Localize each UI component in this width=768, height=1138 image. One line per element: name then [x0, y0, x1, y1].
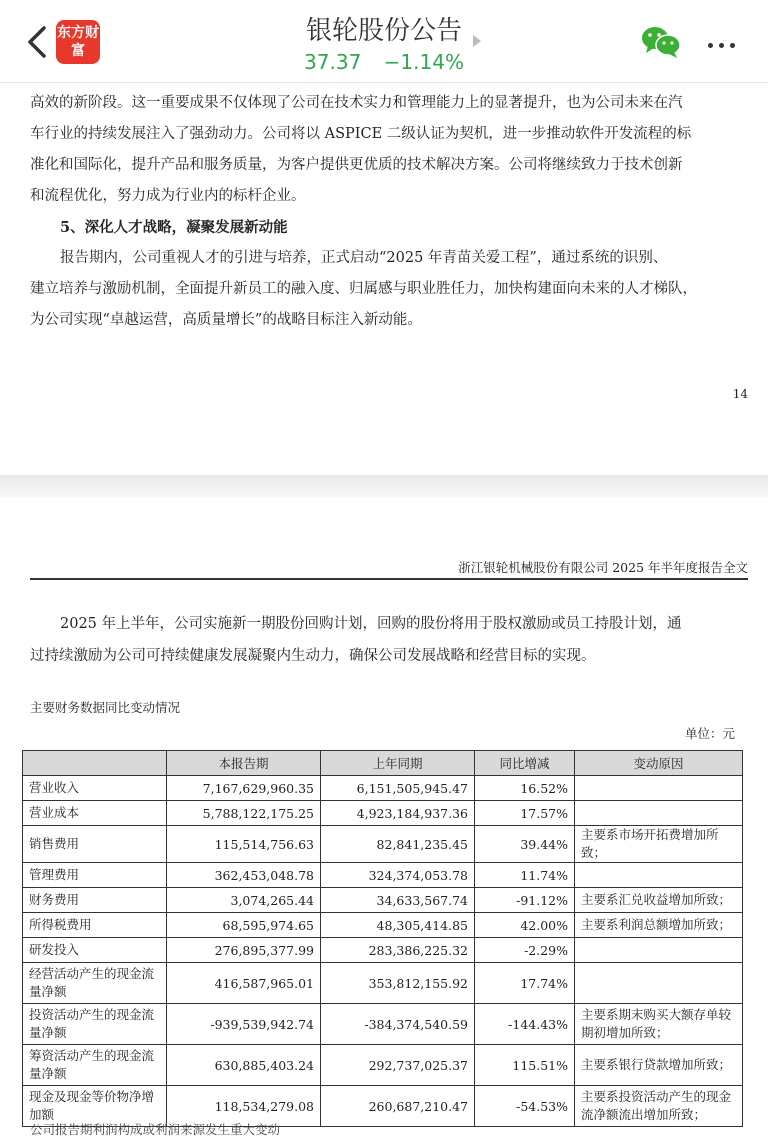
table-caption: 主要财务数据同比变动情况: [30, 700, 181, 715]
table-cell-item: 研发投入: [23, 938, 167, 963]
table-cell-current: 118,534,279.08: [167, 1086, 321, 1127]
table-cell-item: 所得税费用: [23, 913, 167, 938]
header-cell: 变动原因: [575, 751, 743, 776]
page2-paragraph: [30, 608, 740, 672]
stock-change: −1.14%: [383, 50, 464, 74]
table-cell-reason: 主要系期末购买大额存单较期初增加所致；: [575, 1004, 743, 1045]
text-line: 准化和国际化，提升产品和服务质量，为客户提供更优质的技术解决方案。公司将继续致力于技术创新: [30, 157, 683, 173]
table-cell-reason: 主要系投资活动产生的现金流净额流出增加所致；: [575, 1086, 743, 1127]
wechat-share-icon[interactable]: [640, 24, 682, 60]
header-cell: 上年同期: [321, 751, 475, 776]
running-header: 浙江银轮机械股份有限公司 2025 年半年度报告全文: [458, 560, 748, 575]
table-cell-item: 财务费用: [23, 888, 167, 913]
text-line: 高效的新阶段。这一重要成果不仅体现了公司在技术实力和管理能力上的显著提升，也为公司未来在汽: [30, 95, 683, 111]
table-cell-reason: 主要系市场开拓费增加所致；: [575, 826, 743, 863]
table-cell-reason: [575, 963, 743, 1004]
table-cell-item: 营业成本: [23, 801, 167, 826]
table-cell-item: 营业收入: [23, 776, 167, 801]
table-cell-reason: 主要系银行贷款增加所致；: [575, 1045, 743, 1086]
table-cell-prior: 48,305,414.85: [321, 913, 475, 938]
table-cell-reason: [575, 863, 743, 888]
table-row: [23, 863, 743, 888]
text-line: 车行业的持续发展注入了强劲动力。公司将以 ASPICE 二级认证为契机，进一步推动软件开发流程的标: [30, 126, 692, 142]
more-options-icon[interactable]: [708, 33, 742, 45]
table-cell-reason: [575, 938, 743, 963]
table-cell-current: 362,453,048.78: [167, 863, 321, 888]
table-cell-prior: 324,374,053.78: [321, 863, 475, 888]
table-row: [23, 1004, 743, 1045]
table-cell-prior: 4,923,184,937.36: [321, 801, 475, 826]
table-cell-current: 630,885,403.24: [167, 1045, 321, 1086]
table-row: [23, 776, 743, 801]
header-cell: 同比增减: [475, 751, 575, 776]
table-row: [23, 913, 743, 938]
table-cell-prior: 260,687,210.47: [321, 1086, 475, 1127]
page-title: 银轮股份公告: [305, 16, 462, 46]
table-cell-prior: 34,633,567.74: [321, 888, 475, 913]
table-row: [23, 888, 743, 913]
table-cell-change: 17.57%: [475, 801, 575, 826]
table-cell-change: 11.74%: [475, 863, 575, 888]
header-cell: [23, 751, 167, 776]
text-line: 建立培养与激励机制，全面提升新员工的融入度、归属感与职业胜任力，加快构建面向未来的人才梯队，: [30, 281, 697, 297]
table-cell-item: 筹资活动产生的现金流量净额: [23, 1045, 167, 1086]
text-line: 报告期内，公司重视人才的引进与培养，正式启动“2025 年青苗关爱工程”，通过系统的识别、: [60, 250, 668, 266]
table-cell-change: 42.00%: [475, 913, 575, 938]
table-cell-current: -939,539,942.74: [167, 1004, 321, 1045]
header-rule: [30, 578, 748, 580]
text-line: 过持续激励为公司可持续健康发展凝聚内生动力，确保公司发展战略和经营目标的实现。: [30, 648, 596, 664]
app-header: [0, 0, 768, 83]
table-cell-change: 16.52%: [475, 776, 575, 801]
table-cell-prior: 82,841,235.45: [321, 826, 475, 863]
table-cell-change: -54.53%: [475, 1086, 575, 1127]
table-cell-item: 投资活动产生的现金流量净额: [23, 1004, 167, 1045]
page-separator: [0, 475, 768, 497]
table-header-row: [23, 751, 743, 776]
table-cell-prior: 353,812,155.92: [321, 963, 475, 1004]
table-cell-prior: 283,386,225.32: [321, 938, 475, 963]
table-cell-current: 68,595,974.65: [167, 913, 321, 938]
header-cell: 本报告期: [167, 751, 321, 776]
table-cell-current: 416,587,965.01: [167, 963, 321, 1004]
table-cell-item: 经营活动产生的现金流量净额: [23, 963, 167, 1004]
table-row: [23, 938, 743, 963]
table-cell-item: 现金及现金等价物净增加额: [23, 1086, 167, 1127]
table-cell-item: 管理费用: [23, 863, 167, 888]
table-cell-current: 5,788,122,175.25: [167, 801, 321, 826]
eastmoney-logo: 东方财富: [56, 20, 100, 64]
text-line: 为公司实现“卓越运营，高质量增长”的战略目标注入新动能。: [30, 312, 422, 328]
table-cell-change: -91.12%: [475, 888, 575, 913]
table-cell-prior: -384,374,540.59: [321, 1004, 475, 1045]
table-cell-prior: 6,151,505,945.47: [321, 776, 475, 801]
table-cell-item: 销售费用: [23, 826, 167, 863]
table-cell-reason: [575, 776, 743, 801]
page1-paragraph: [30, 88, 740, 336]
table-cell-current: 3,074,265.44: [167, 888, 321, 913]
table-row: [23, 801, 743, 826]
text-line: 2025 年上半年，公司实施新一期股份回购计划，回购的股份将用于股权激励或员工持股计划，通: [60, 616, 682, 632]
table-row: [23, 1045, 743, 1086]
table-unit: 单位：元: [684, 726, 735, 741]
text-line: 和流程优化，努力成为行业内的标杆企业。: [30, 188, 306, 204]
stock-price: 37.37: [304, 50, 362, 74]
table-cell-change: -2.29%: [475, 938, 575, 963]
table-cell-change: 115.51%: [475, 1045, 575, 1086]
section-heading: 5、深化人才战略，凝聚发展新动能: [60, 219, 288, 236]
table-cell-change: 17.74%: [475, 963, 575, 1004]
table-cell-current: 7,167,629,960.35: [167, 776, 321, 801]
table-cell-reason: 主要系汇兑收益增加所致；: [575, 888, 743, 913]
table-cell-current: 115,514,756.63: [167, 826, 321, 863]
table-cell-current: 276,895,377.99: [167, 938, 321, 963]
page-number: 14: [732, 387, 748, 401]
next-section-heading: 公司报告期利润构成或利润来源发生重大变动: [30, 1122, 281, 1137]
table-cell-prior: 292,737,025.37: [321, 1045, 475, 1086]
table-row: [23, 963, 743, 1004]
title-arrow-icon[interactable]: [473, 35, 481, 47]
table-row: [23, 826, 743, 863]
table-cell-reason: 主要系利润总额增加所致；: [575, 913, 743, 938]
table-cell-change: 39.44%: [475, 826, 575, 863]
table-cell-change: -144.43%: [475, 1004, 575, 1045]
table-cell-reason: [575, 801, 743, 826]
financial-table: [22, 750, 743, 1127]
